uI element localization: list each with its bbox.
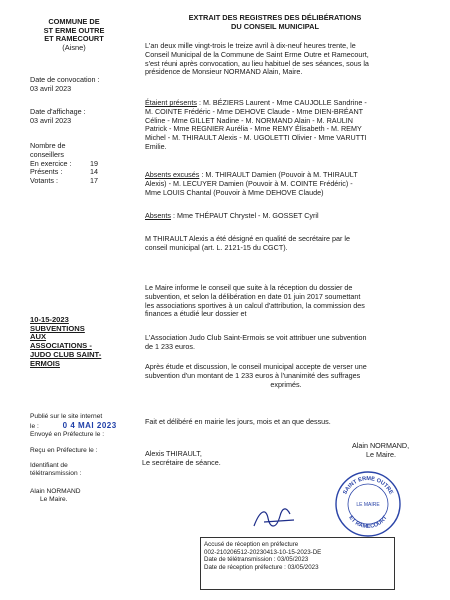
deliberation-line: les associations sportives à un calcul d'attribution, la commission des — [145, 300, 365, 310]
deliberation-p3 — [145, 363, 427, 389]
presents-line: Céline - Mme GILLET Nadine - M. NORMAND Alain - M. RAULIN — [145, 115, 353, 125]
document-header — [150, 14, 400, 31]
absents-paragraph — [145, 212, 427, 221]
footer-mayor-title: Le Maire. — [40, 496, 68, 504]
count-row — [30, 177, 135, 186]
presents-text: : M. BÉZIERS Laurent - Mme CAUJOLLE Sandrine - — [196, 98, 367, 107]
municipality-line3: ET RAMECOURT — [44, 34, 104, 44]
deliberation-p2 — [145, 334, 427, 352]
accuse-line: Accusé de réception en préfecture — [204, 541, 299, 548]
absents-label: Absents — [145, 211, 171, 220]
count-value: 17 — [90, 176, 98, 186]
accuse-line: Date de télétransmission : 03/05/2023 — [204, 556, 309, 564]
publication-date-stamp: 0 4 MAI 2023 — [62, 421, 117, 431]
excuses-text: : M. THIRAULT Damien (Pouvoir à M. THIRAULT — [199, 170, 358, 179]
identifiant-label: Identifiant de — [30, 462, 68, 469]
publie-label-2: le : — [30, 423, 39, 431]
envoye-label: Envoyé en Préfecture le : — [30, 431, 105, 439]
closing-line: Fait et délibéré en mairie les jours, mois et an que dessus. — [145, 417, 331, 426]
municipality-block — [20, 18, 128, 52]
publie-label: Publié sur le site internet — [30, 413, 103, 420]
deliberation-line: subvention d'un montant de 1 233 euros à l'unanimité des suffrages — [145, 370, 361, 380]
accuse-line: Date de réception préfecture : 03/05/2023 — [204, 563, 319, 571]
identifiant-label: télétransmission : — [30, 470, 82, 478]
council-counts — [30, 142, 135, 186]
recu-label: Reçu en Préfecture le : — [30, 447, 98, 454]
presents-label: Étaient présents — [145, 98, 197, 107]
seal-top-text: SAINT ERME OUTRE — [342, 475, 394, 496]
intro-line: s'est réuni après convocation, au lieu habituel de ses séances, sous la — [145, 58, 369, 68]
subject-line: 10-15-2023 — [30, 315, 69, 324]
municipality-line1: COMMUNE DE — [48, 17, 100, 26]
seal-bottom-text: ET RAMECOURT — [347, 514, 389, 531]
nombre-label-1: Nombre de — [30, 141, 66, 150]
svg-text:SAINT ERME OUTRE — [342, 476, 394, 496]
intro-line: Conseil Municipal de la Commune de Saint Erme Outre et Ramecourt, — [145, 49, 369, 59]
count-label: En exercice : — [30, 158, 72, 168]
excuses-line: Mme LOUIS Chantal (Pouvoir à Mme DEHOVE Claude) — [145, 187, 324, 197]
deliberation-line: Le Maire informe le conseil que suite à la réception du dossier de — [145, 283, 353, 292]
intro-line: présidence de Monsieur NORMAND Alain, Maire. — [145, 67, 303, 77]
secretaire-paragraph — [145, 235, 427, 253]
deliberation-line: exprimés. — [270, 379, 302, 389]
presents-line: Patrick - Mme REGNIER Aurélia - Mme REMY Élisabeth - M. REMY — [145, 124, 362, 134]
svg-text:ET RAMECOURT — [347, 515, 389, 531]
secretary-title: Le secrétaire de séance. — [142, 457, 221, 467]
subject-line: ERMOIS — [30, 358, 60, 368]
accuse-reception-box — [200, 537, 395, 590]
deliberation-p1 — [145, 284, 427, 319]
absents-text: : Mme THÉPAUT Chrystel - M. GOSSET Cyril — [170, 211, 319, 220]
secretaire-line: M THIRAULT Alexis a été désigné en qualité de secrétaire par le — [145, 234, 350, 243]
convocation-date: 03 avril 2023 — [30, 83, 72, 93]
subject-line: JUDO CLUB SAINT- — [30, 349, 102, 359]
deliberation-line: finances a étudié leur dossier et — [145, 309, 247, 319]
intro-paragraph — [145, 42, 427, 77]
excuses-label: Absents excusés — [145, 170, 200, 179]
publication-block — [30, 413, 135, 439]
municipality-line4: (Aisne) — [62, 42, 86, 52]
count-label: Votants : — [30, 176, 58, 186]
excuses-line: Alexis) - M. LECUYER Damien (Pouvoir à M. COINTE Frédéric) - — [145, 178, 353, 188]
count-value: 19 — [90, 158, 98, 168]
footer-mayor-block — [30, 488, 135, 504]
deliberation-subject — [30, 316, 135, 368]
footer-mayor-name: Alain NORMAND — [30, 488, 81, 495]
municipality-line2: ST ERME OUTRE — [43, 25, 105, 35]
nombre-label-2: conseillers — [30, 149, 64, 159]
affichage-label: Date d'affichage : — [30, 107, 86, 116]
deliberation-line: subvention, et selon la délibération en date 01 juin 2017 soumettant — [145, 291, 361, 301]
accuse-line: 002-210206512-20230413-10-15-2023-DE — [204, 548, 322, 556]
identifiant-block — [30, 462, 135, 478]
subject-line: ASSOCIATIONS - — [30, 341, 92, 351]
presents-line: Michel - M. THIRAULT Alexis - M. UGOLETTI Olivier - Mme VARUTTI — [145, 133, 367, 143]
seal-center-text: LE MAIRE — [356, 502, 380, 508]
mayor-name: Alain NORMAND, — [352, 441, 410, 450]
header-line2: DU CONSEIL MUNICIPAL — [230, 21, 319, 31]
excuses-paragraph — [145, 171, 427, 197]
secretary-signature-block — [142, 450, 262, 468]
header-line1: EXTRAIT DES REGISTRES DES DÉLIBÉRATIONS — [188, 13, 362, 22]
subject-line: SUBVENTIONS — [30, 323, 85, 333]
deliberation-line: Après étude et discussion, le conseil municipal accepte de verser une — [145, 362, 367, 371]
intro-line: L'an deux mille vingt-trois le treize avril à dix-neuf heures trente, le — [145, 41, 356, 50]
secretary-name: Alexis THIRAULT, — [145, 449, 202, 458]
presents-line: M. COINTE Frédéric - Mme DEHOVE Claude - Mme DIEN-BRÉANT — [145, 106, 364, 116]
subject-line: AUX — [30, 332, 47, 342]
mayor-title: Le Maire. — [366, 449, 396, 459]
affichage-date: 03 avril 2023 — [30, 115, 72, 125]
presents-paragraph — [145, 99, 427, 152]
secretaire-line: conseil municipal (art. L. 2121-15 du CGCT). — [145, 242, 288, 252]
mayor-handwritten-signature — [250, 500, 298, 536]
mayor-signature-block — [352, 442, 432, 460]
convocation-label: Date de convocation : — [30, 75, 100, 84]
municipal-seal-icon — [334, 470, 402, 538]
count-label: Présents : — [30, 167, 63, 177]
presents-line: Emilie. — [145, 141, 167, 151]
count-value: 14 — [90, 167, 98, 177]
convocation-block — [30, 76, 135, 94]
deliberation-line: L'Association Judo Club Saint-Ermois se voit attribuer une subvention — [145, 333, 367, 342]
deliberation-line: de 1 233 euros. — [145, 341, 195, 351]
affichage-block — [30, 108, 135, 126]
